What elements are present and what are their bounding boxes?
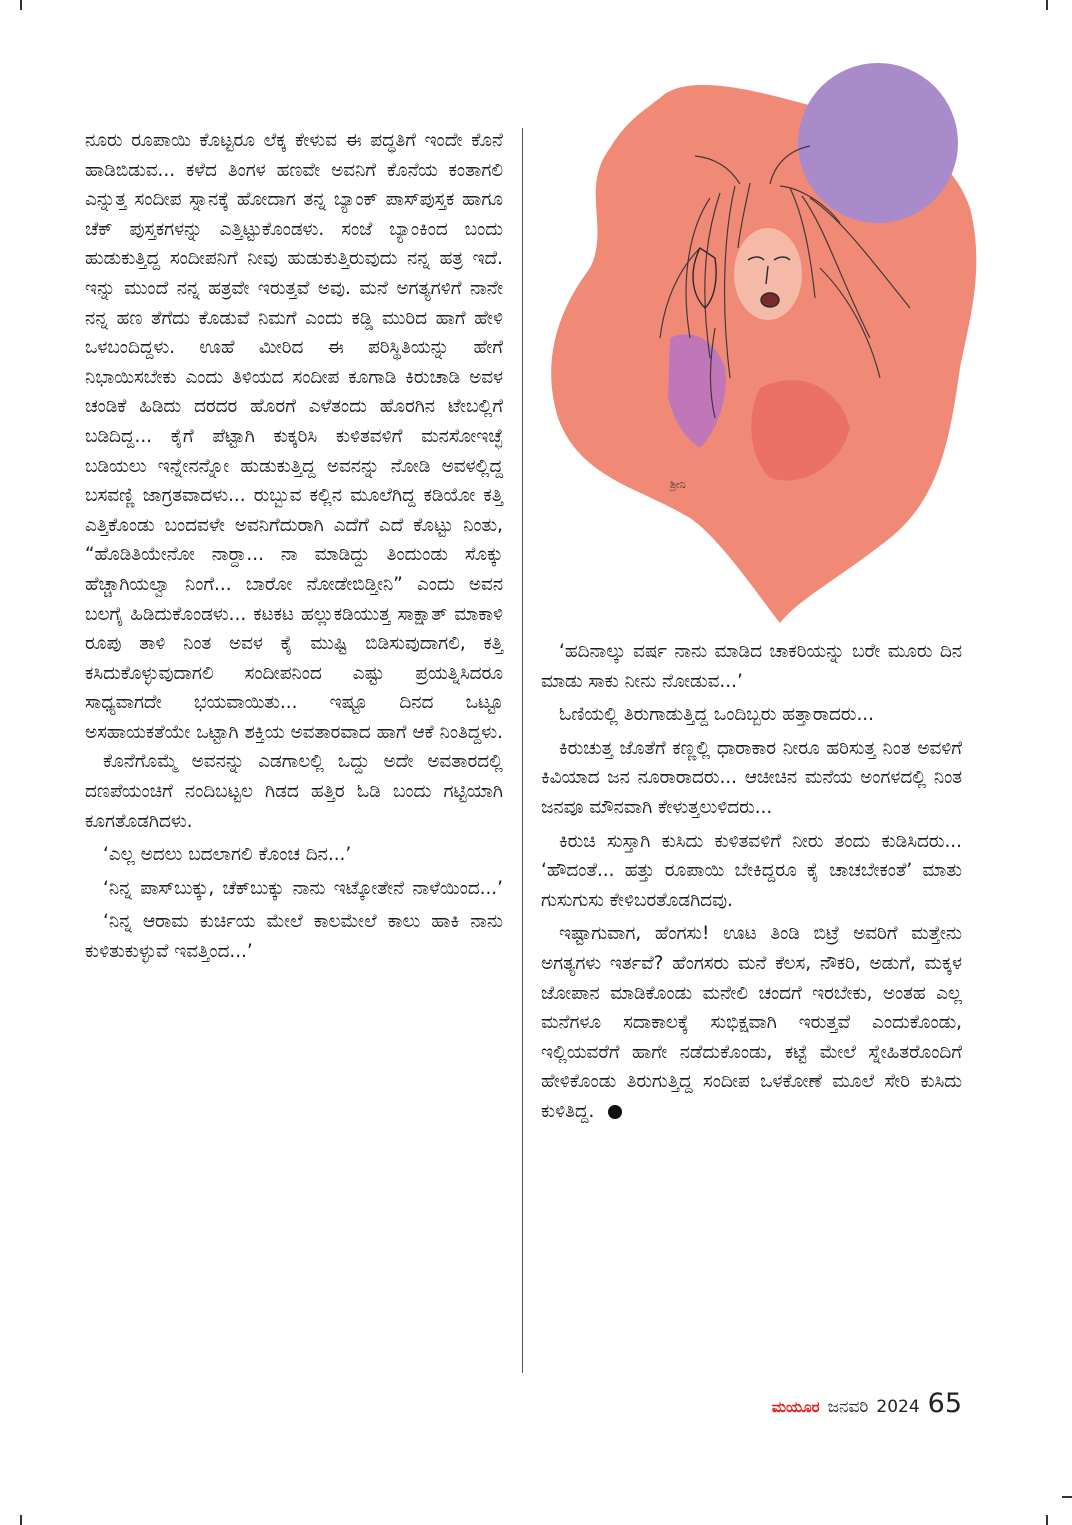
right-column	[541, 637, 962, 1127]
crop-mark-bottom-left	[20, 1515, 22, 1525]
paragraph: ನೂರು ರೂಪಾಯಿ ಕೊಟ್ಟರೂ ಲೆಕ್ಕ ಕೇಳುವ ಈ ಪದ್ಧತಿಗೆ ಇಂದೇ ಕೊನೆ ಹಾಡಿಬಿಡುವ... ಕಳೆದ ತಿಂಗಳ ಹಣವೇ ಅವನಿಗೆ ಕೊನೆಯ ಕಂತಾಗಲಿ ಎನ್ನುತ್ತ ಸಂದೀಪ ಸ್ನಾನಕ್ಕೆ ಹೋದಾಗ ತನ್ನ ಬ್ಯಾಂಕ್ ಪಾಸ್‌ಪುಸ್ತಕ ಹಾಗೂ ಚೆಕ್ ಪುಸ್ತಕಗಳನ್ನು ಎತ್ತಿಟ್ಟುಕೊಂಡಳು. ಸಂಜೆ ಬ್ಯಾಂಕಿಂದ ಬಂದು ಹುಡುಕುತ್ತಿದ್ದ ಸಂದೀಪನಿಗೆ ನೀವು ಹುಡುಕುತ್ತಿರುವುದು ನನ್ನ ಹತ್ರ ಇದೆ. ಇನ್ನು ಮುಂದೆ ನನ್ನ ಹತ್ರವೇ ಇರುತ್ತವೆ ಅವು. ಮನೆ ಅಗತ್ಯಗಳಿಗೆ ನಾನೇ ನನ್ನ ಹಣ ತೆಗೆದು ಕೊಡುವೆ ನಿಮಗೆ ಎಂದು ಕಡ್ಡಿ ಮುರಿದ ಹಾಗೆ ಹೇಳಿ ಒಳಬಂದಿದ್ದಳು. ಊಹೆ ಮೀರಿದ ಈ ಪರಿಸ್ಥಿತಿಯನ್ನು ಹೇಗೆ ನಿಭಾಯಿಸಬೇಕು ಎಂದು ತಿಳಿಯದ ಸಂದೀಪ ಕೂಗಾಡಿ ಕಿರುಚಾಡಿ ಅವಳ ಚಂಡಿಕೆ ಹಿಡಿದು ದರದರ ಹೊರಗೆ ಎಳೆತಂದು ಹೊರಗಿನ ಟೇಬಲ್ಲಿಗೆ ಬಡಿದಿದ್ದ... ಕೈಗೆ ಪೆಟ್ಟಾಗಿ ಕುಕ್ಕರಿಸಿ ಕುಳಿತವಳಿಗೆ ಮನಸೋಇಚ್ಛೆ ಬಡಿಯಲು ಇನ್ನೇನನ್ನೋ ಹುಡುಕುತ್ತಿದ್ದ ಅವನನ್ನು ನೋಡಿ ಅವಳಲ್ಲಿದ್ದ ಬಸವಣ್ಣಿ ಜಾಗ್ರತವಾದಳು... ರುಬ್ಬುವ ಕಲ್ಲಿನ ಮೂಲೆಗಿದ್ದ ಕಡಿಯೋ ಕತ್ತಿ ಎತ್ತಿಕೊಂಡು ಬಂದವಳೇ ಅವನಿಗೆದುರಾಗಿ ಎದೆಗೆ ಎದೆ ಕೊಟ್ಟು ನಿಂತು, “ಹೊಡಿತಿಯೇನೋ ನಾರ್‍ದಾ... ನಾ ಮಾಡಿದ್ದು ತಿಂದುಂಡು ಸೊಕ್ಕು ಹೆಚ್ಚಾಗಿಯಲ್ವಾ ನಿಂಗೆ... ಬಾರೋ ನೋಡೇಬಿಡ್ತೀನಿ” ಎಂದು ಅವನ ಬಲಗೈ ಹಿಡಿದುಕೊಂಡಳು... ಕಟಕಟ ಹಲ್ಲುಕಡಿಯುತ್ತ ಸಾಕ್ಷಾತ್ ಮಾಕಾಳಿ ರೂಪು ತಾಳಿ ನಿಂತ ಅವಳ ಕೈ ಮುಷ್ಟಿ ಬಿಡಿಸುವುದಾಗಲಿ, ಕತ್ತಿ ಕಸಿದುಕೊಳ್ಳುವುದಾಗಲಿ ಸಂದೀಪನಿಂದ ಎಷ್ಟು ಪ್ರಯತ್ನಿಸಿದರೂ ಸಾಧ್ಯವಾಗದೇ ಭಯವಾಯಿತು... ಇಷ್ಟೂ ದಿನದ ಒಟ್ಟೂ ಅಸಹಾಯಕತೆಯೇ ಒಟ್ಟಾಗಿ ಶಕ್ತಿಯ ಅವತಾರವಾದ ಹಾಗೆ ಆಕೆ ನಿಂತಿದ್ದಳು.	[85, 130, 503, 743]
paragraph: ಓಣಿಯಲ್ಲಿ ತಿರುಗಾಡುತ್ತಿದ್ದ ಒಂದಿಬ್ಬರು ಹತ್ತಾರಾದರು...	[559, 704, 874, 726]
left-column	[85, 126, 503, 967]
final-paragraph-text: ಇಷ್ಟಾಗುವಾಗ, ಹೆಂಗಸು! ಊಟ ತಿಂಡಿ ಬಿಟ್ರೆ ಅವರಿಗೆ ಮತ್ತೇನು ಅಗತ್ಯಗಳು ಇರ್ತವೆ? ಹೆಂಗಸರು ಮನೆ ಕೆಲಸ, ನೌಕರಿ, ಅಡುಗೆ, ಮಕ್ಕಳ ಜೋಪಾನ ಮಾಡಿಕೊಂಡು ಮನೇಲಿ ಚಂದಗೆ ಇರಬೇಕು, ಅಂತಹ ಎಲ್ಲ ಮನೆಗಳೂ ಸದಾಕಾಲಕ್ಕೆ ಸುಭಿಕ್ಷವಾಗಿ ಇರುತ್ತವೆ ಎಂದುಕೊಂಡು, ಇಲ್ಲಿಯವರೆಗೆ ಹಾಗೇ ನಡೆದುಕೊಂಡು, ಕಟ್ಟೆ ಮೇಲೆ ಸ್ನೇಹಿತರೊಂದಿಗೆ ಹೇಳಿಕೊಂಡು ತಿರುಗುತ್ತಿದ್ದ ಸಂದೀಪ ಒಳಕೋಣೆ ಮೂಲೆ ಸೇರಿ ಕುಸಿದು ಕುಳಿತಿದ್ದ.	[541, 923, 962, 1122]
dialogue-line: ‘ಹದಿನಾಲ್ಕು ವರ್ಷ ನಾನು ಮಾಡಿದ ಚಾಕರಿಯನ್ನು ಬರೇ ಮೂರು ದಿನ ಮಾಡು ಸಾಕು ನೀನು ನೋಡುವ...’	[541, 641, 962, 692]
story-end-dot-icon	[608, 1105, 622, 1119]
issue-month: ಜನವರಿ	[827, 1397, 869, 1417]
paragraph: ಕೊನೆಗೊಮ್ಮೆ ಅವನನ್ನು ಎಡಗಾಲಲ್ಲಿ ಒದ್ದು ಅದೇ ಅವತಾರದಲ್ಲಿ ದಣಪೆಯಂಚಿಗೆ ನಂದಿಬಟ್ಟಲ ಗಿಡದ ಹತ್ತಿರ ಓಡಿ ಬಂದು ಗಟ್ಟಿಯಾಗಿ ಕೂಗತೊಡಗಿದಳು.	[85, 751, 503, 832]
crop-mark-right-mid	[1062, 1496, 1072, 1498]
crop-mark-top-left	[20, 0, 22, 10]
column-divider	[522, 128, 523, 1373]
purple-moon	[798, 63, 958, 223]
paragraph: ಕಿರುಚಿ ಸುಸ್ತಾಗಿ ಕುಸಿದು ಕುಳಿತವಳಿಗೆ ನೀರು ತಂದು ಕುಡಿಸಿದರು... ‘ಹೌದಂತೆ... ಹತ್ತು ರೂಪಾಯಿ ಬೇಕಿದ್ದರೂ ಕೈ ಚಾಚಬೇಕಂತೆ’ ಮಾತು ಗುಸುಗುಸು ಕೇಳಿಬರತೊಡಗಿದವು.	[541, 830, 962, 911]
page-number: 65	[927, 1388, 962, 1419]
magazine-brand: ಮಯೂರ	[771, 1398, 820, 1416]
page-footer	[772, 1388, 962, 1419]
story-illustration	[540, 38, 980, 628]
issue-year: 2024	[876, 1397, 920, 1417]
paragraph: ಕಿರುಚುತ್ತ ಜೊತೆಗೆ ಕಣ್ಣಲ್ಲಿ ಧಾರಾಕಾರ ನೀರೂ ಹರಿಸುತ್ತ ನಿಂತ ಅವಳಿಗೆ ಕಿವಿಯಾದ ಜನ ನೂರಾರಾದರು... ಆಚೀಚಿನ ಮನೆಯ ಅಂಗಳದಲ್ಲಿ ನಿಂತ ಜನವೂ ಮೌನವಾಗಿ ಕೇಳುತ್ತಲುಳಿದರು...	[541, 737, 962, 818]
crop-mark-bottom-right	[1046, 1515, 1048, 1525]
crop-mark-top-right	[1046, 0, 1048, 10]
dialogue-line: ‘ಎಲ್ಲ ಅದಲು ಬದಲಾಗಲಿ ಕೊಂಚ ದಿನ...’	[103, 844, 352, 866]
artist-signature: ಶ್ರೀನಿ	[670, 478, 686, 491]
dialogue-line: ‘ನಿನ್ನ ಪಾಸ್‌ಬುಕ್ಕು, ಚೆಕ್‌ಬುಕ್ಕು ನಾನು ಇಟ್ಕೋತೇನೆ ನಾಳೆಯಿಂದ...’	[103, 877, 503, 899]
paragraph-final	[541, 919, 962, 1126]
dialogue-line: ‘ನಿನ್ನ ಆರಾಮ ಕುರ್ಚಿಯ ಮೇಲೆ ಕಾಲಮೇಲೆ ಕಾಲು ಹಾಕಿ ನಾನು ಕುಳಿತುಕುಳ್ಳುವೆ ಇವತ್ತಿಂದ...’	[85, 911, 503, 963]
